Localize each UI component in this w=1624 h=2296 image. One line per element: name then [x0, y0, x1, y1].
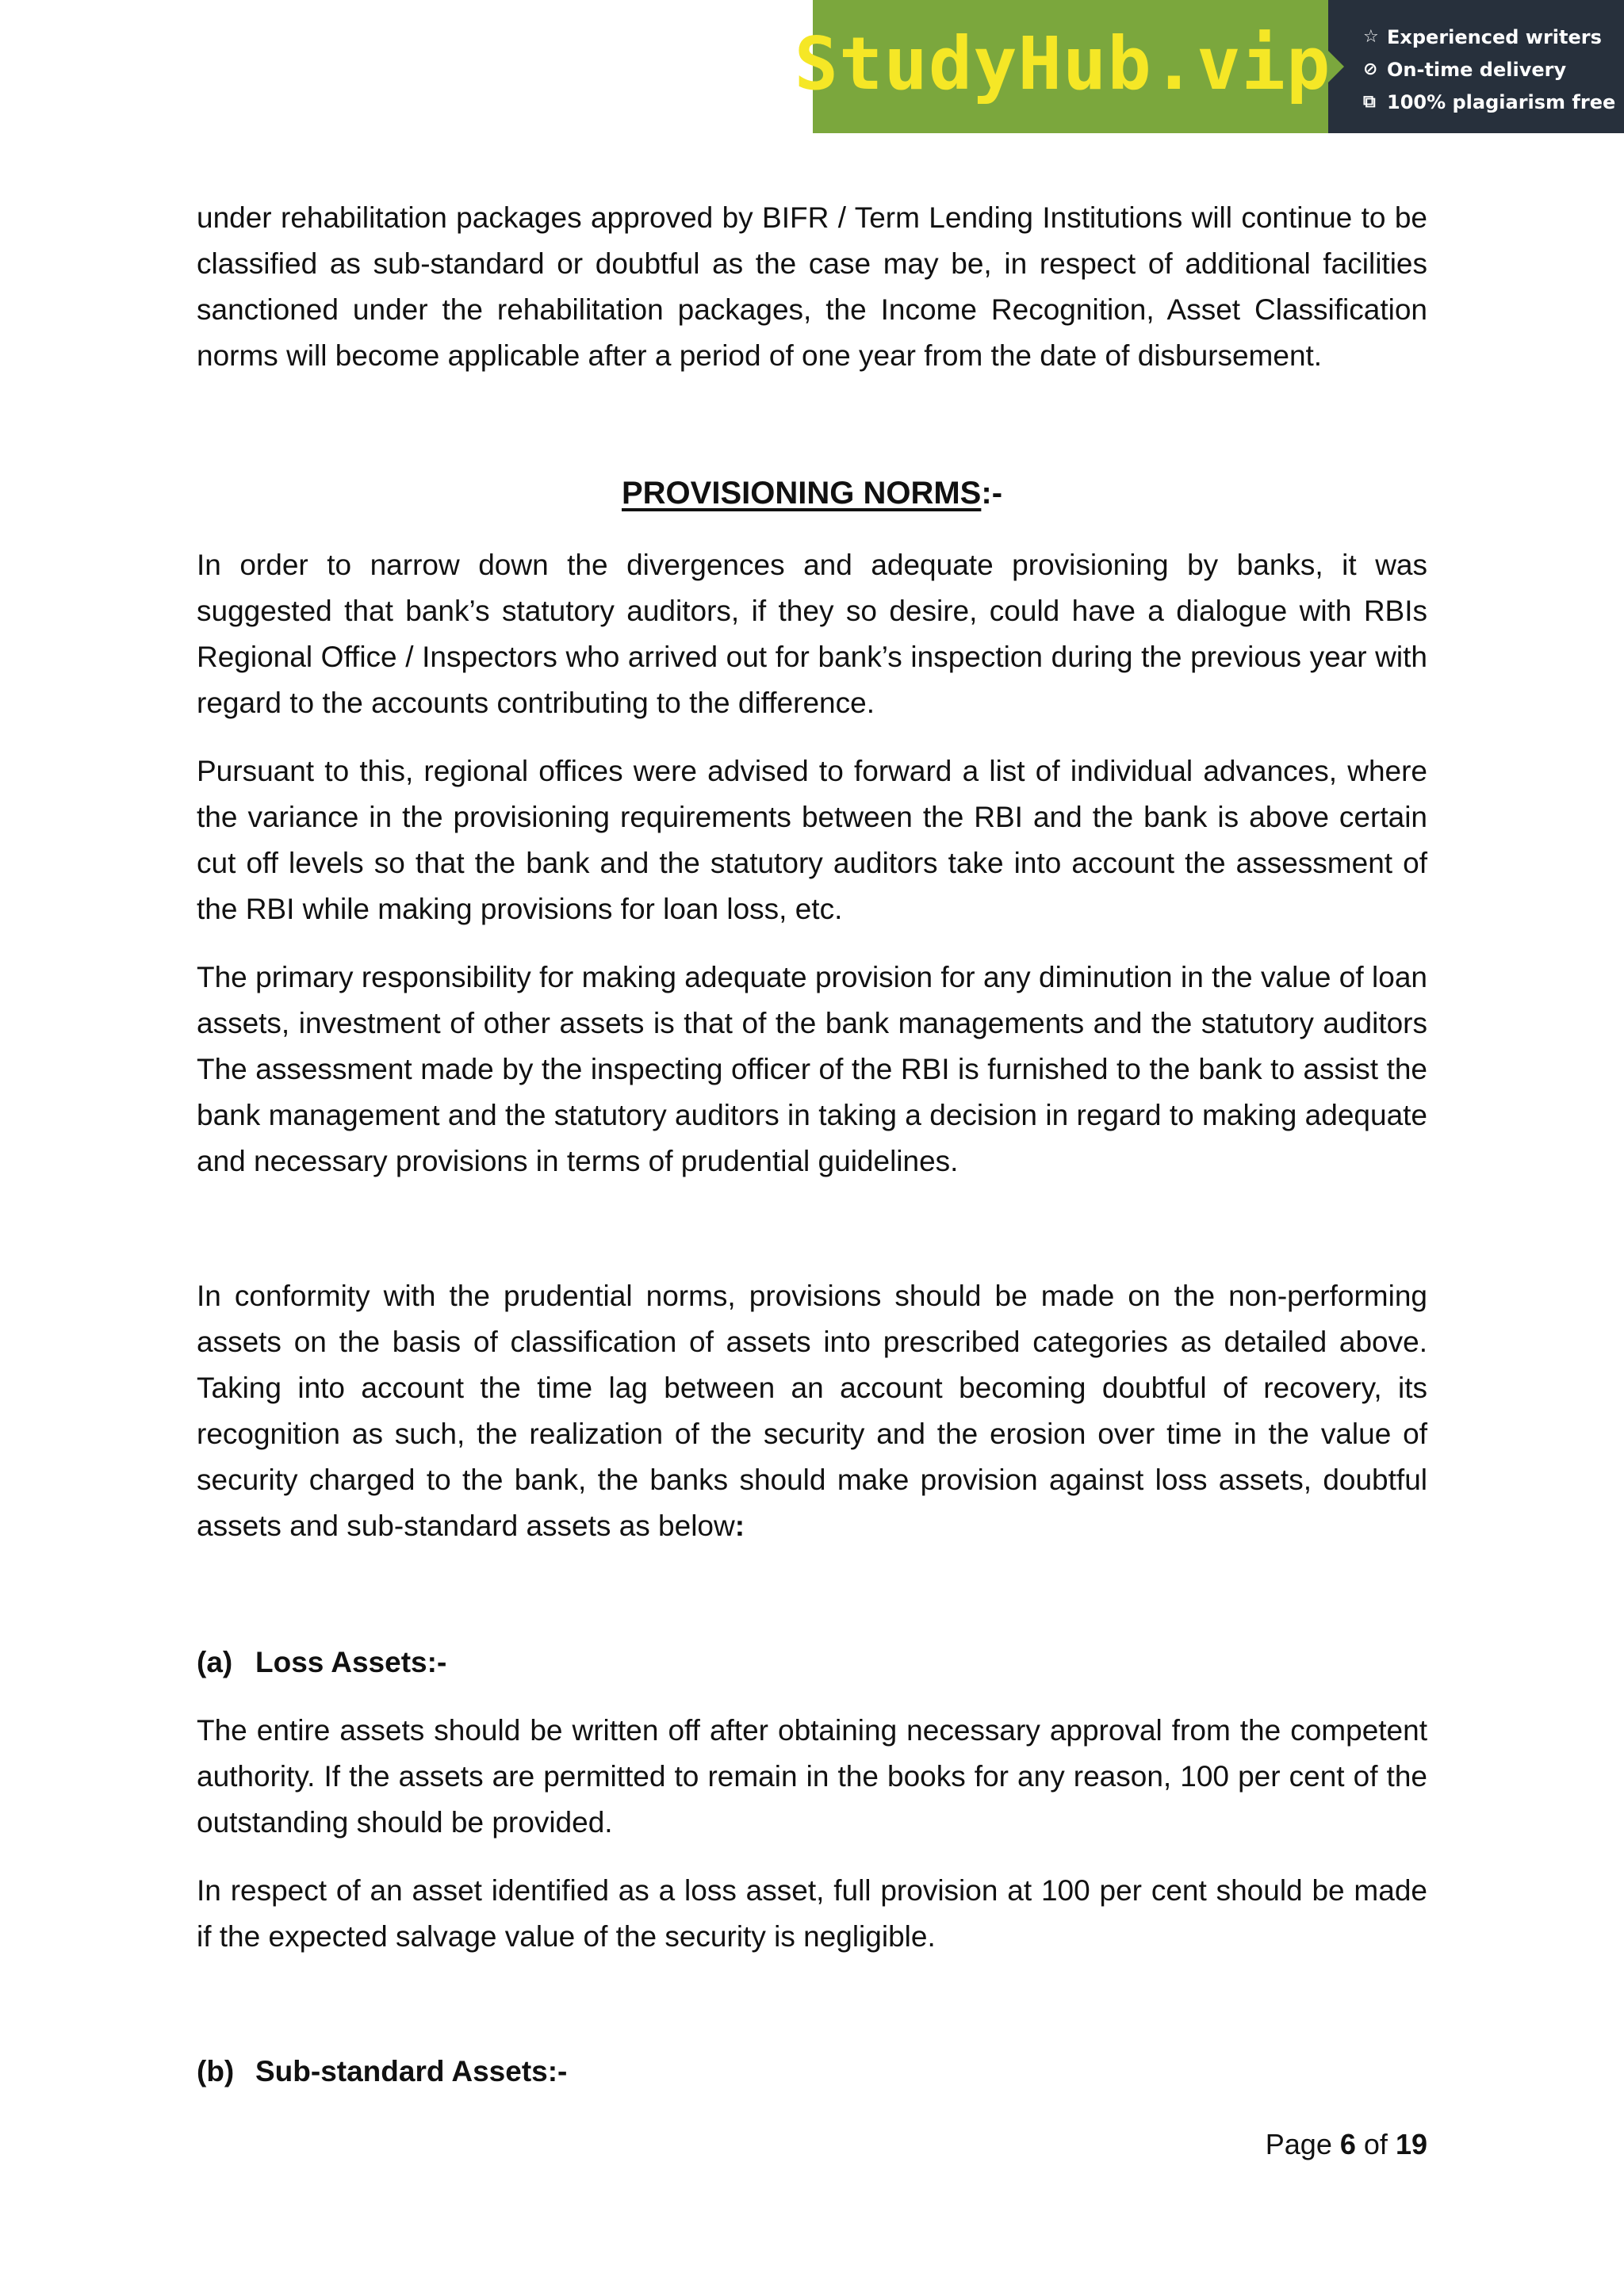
- paragraph-primary-responsibility: The primary responsibility for making adequate provision for any diminution in the value of loan assets, investment of other assets is that of the bank managements and the statutory auditors The assessment made by the inspecting officer of the RBI is furnished to the bank to assist the bank management and the statutory auditors in taking a decision in regard to making adequate and necessary provisions in terms of prudential guidelines.: [197, 961, 1427, 1177]
- page-number: [1266, 2125, 1427, 2164]
- subsection-b-title: Sub-standard Assets:-: [255, 2055, 568, 2087]
- page-prefix: Page: [1265, 2128, 1332, 2160]
- total-pages: 19: [1395, 2128, 1427, 2160]
- subsection-b-heading: [197, 2049, 567, 2095]
- subsection-a-label: (a): [197, 1646, 233, 1678]
- feature-plagiarism-free: [1363, 86, 1624, 118]
- section-heading-suffix: :-: [981, 476, 1003, 511]
- current-page: 6: [1339, 2128, 1356, 2160]
- subsection-a-title: Loss Assets:-: [255, 1646, 447, 1678]
- copy-icon: ⧉: [1363, 92, 1376, 112]
- feature-label: Experienced writers: [1387, 25, 1602, 48]
- studyhub-logo[interactable]: StudyHub.vip: [794, 21, 1331, 106]
- feature-on-time-delivery: [1363, 53, 1624, 86]
- subsection-a-heading: [197, 1640, 446, 1686]
- paragraph-loss-assets-provision: In respect of an asset identified as a loss asset, full provision at 100 per cent should be made if the expected salvage value of the security is negligible.: [197, 1874, 1427, 1953]
- banner-features: [1328, 0, 1624, 133]
- page-of: of: [1363, 2128, 1388, 2160]
- paragraph-loss-assets-writeoff: The entire assets should be written off after obtaining necessary approval from the competent authority. If the assets are permitted to remain in the books for any reason, 100 per cent of the outstanding should be provided.: [197, 1714, 1427, 1839]
- paragraph-conformity-colon: :: [734, 1510, 745, 1542]
- star-icon: ☆: [1363, 27, 1379, 47]
- feature-label: On-time delivery: [1387, 58, 1567, 81]
- paragraph-conformity-text: In conformity with the prudential norms, provisions should be made on the non-performing assets on the basis of classification of assets into prescribed categories as detailed above. Taking into account the time lag between an account becoming doubtful of recovery, its recognition as such, the realization of the security and the erosion over time in the value of security charged to the bank, the banks should make provision against loss assets, doubtful assets and sub-standard assets as below: [197, 1280, 1427, 1542]
- section-heading-title: PROVISIONING NORMS: [621, 476, 982, 511]
- feature-experienced-writers: [1363, 21, 1624, 53]
- banner-logo-area[interactable]: [794, 0, 1331, 133]
- paragraph-divergences: In order to narrow down the divergences and adequate provisioning by banks, it was suggested that bank’s statutory auditors, if they so desire, could have a dialogue with RBIs Regional Office / Inspectors who arrived out for bank’s inspection during the previous year with regard to the accounts contributing to the difference.: [197, 549, 1427, 719]
- clock-icon: ⊘: [1363, 59, 1378, 79]
- paragraph-conformity: [197, 1273, 1427, 1549]
- section-heading: [197, 469, 1427, 517]
- subsection-b-label: (b): [197, 2055, 235, 2087]
- intro-paragraph: under rehabilitation packages approved by BIFR / Term Lending Institutions will continue to be classified as sub-standard or doubtful as the case may be, in respect of additional facilities sanctioned under the rehabilitation packages, the Income Recognition, Asset Classification norms will become applicable after a period of one year from the date of disbursement.: [197, 201, 1427, 372]
- studyhub-banner[interactable]: [794, 0, 1624, 133]
- feature-label: 100% plagiarism free: [1387, 90, 1616, 113]
- paragraph-pursuant: Pursuant to this, regional offices were advised to forward a list of individual advances, where the variance in the provisioning requirements between the RBI and the bank is above certain cut off levels so that the bank and the statutory auditors take into account the assessment of the RBI while making provisions for loan loss, etc.: [197, 755, 1427, 925]
